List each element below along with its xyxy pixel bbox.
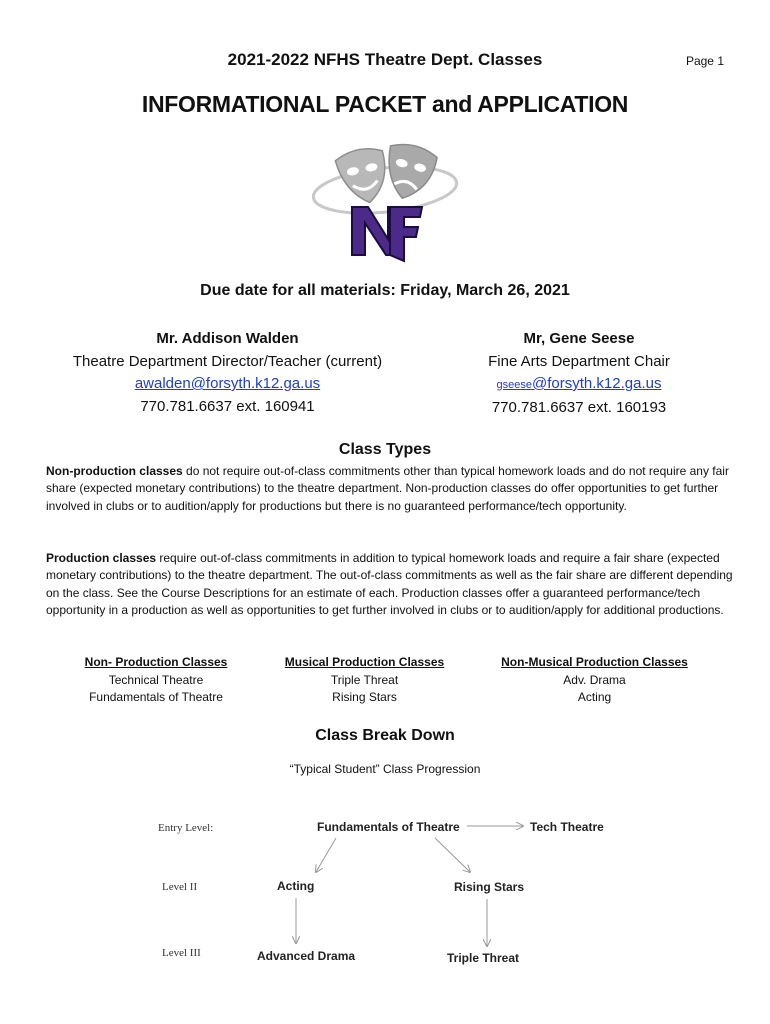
production-paragraph — [46, 550, 736, 620]
arrow-fundamentals-to-rising — [435, 838, 470, 872]
node-fundamentals: Fundamentals of Theatre — [317, 820, 460, 834]
column-heading: Non- Production Classes — [84, 655, 228, 669]
class-column-musical — [262, 654, 467, 707]
column-item: Acting — [577, 690, 612, 704]
contact-seese — [440, 328, 718, 419]
node-tech-theatre: Tech Theatre — [530, 820, 604, 834]
production-lead: Production classes — [46, 551, 157, 565]
column-item: Triple Threat — [330, 672, 399, 687]
production-text: require out-of-class commitments in addition to typical homework loads and require a fair share (expected monetary contributions) to the theatre department. The out-of-class commitments as well as the fair share are different depending on the class. See the Course Descriptions for an estimate of each. Production classes offer a guaranteed performance/tech opportunity in a production as well as opportunities to get further involved in clubs or to audition/apply for additional productions. — [46, 551, 733, 618]
class-types-heading: Class Types — [338, 441, 432, 458]
main-title: INFORMATIONAL PACKET and APPLICATION — [141, 91, 629, 117]
contact-phone: 770.781.6637 ext. 160941 — [140, 397, 315, 415]
column-heading: Musical Production Classes — [284, 655, 445, 669]
arrow-fundamentals-to-acting — [316, 838, 336, 872]
contact-name: Mr. Addison Walden — [156, 330, 299, 347]
contact-name: Mr, Gene Seese — [523, 330, 635, 347]
column-item: Adv. Drama — [563, 672, 626, 687]
contact-role: Theatre Department Director/Teacher (current) — [72, 352, 383, 370]
class-progression-diagram — [0, 800, 770, 980]
contact-role: Fine Arts Department Chair — [488, 352, 670, 370]
level-label: Level II — [162, 881, 198, 893]
contact-walden — [40, 328, 415, 418]
column-item: Rising Stars — [332, 690, 397, 704]
email-user: gseese — [496, 379, 532, 391]
class-column-non-production — [56, 654, 256, 707]
class-column-non-musical — [482, 654, 707, 707]
theatre-masks-nf-logo-icon — [310, 135, 460, 265]
contact-email-link[interactable]: awalden@forsyth.k12.ga.us — [134, 375, 321, 392]
header-title: 2021-2022 NFHS Theatre Dept. Classes — [227, 50, 543, 69]
class-breakdown-heading: Class Break Down — [315, 727, 455, 744]
email-domain: @forsyth.k12.ga.us — [532, 375, 662, 392]
column-item: Technical Theatre — [108, 672, 204, 687]
contact-email-link[interactable] — [497, 375, 662, 392]
column-heading: Non-Musical Production Classes — [501, 655, 688, 669]
level-label: Level III — [162, 947, 201, 959]
node-triple-threat: Triple Threat — [447, 951, 520, 965]
non-production-lead: Non-production classes — [46, 464, 183, 478]
node-acting: Acting — [277, 879, 315, 893]
class-progression-subtitle: “Typical Student” Class Progression — [289, 762, 481, 776]
non-production-text: do not require out-of-class commitments other than typical homework loads and do not require any fair share (expected monetary contributions) to the theatre department. Non-production classes do offer opportunities to get further involved in clubs or to audition/apply for productions but there is no guaranteed performance/tech opportunity. — [46, 464, 729, 513]
column-item: Fundamentals of Theatre — [89, 690, 223, 704]
level-label: Entry Level: — [158, 822, 214, 834]
non-production-paragraph — [46, 463, 736, 515]
page-number: Page 1 — [685, 54, 724, 68]
node-advanced-drama: Advanced Drama — [257, 949, 356, 963]
due-date: Due date for all materials: Friday, March 26, 2021 — [200, 282, 570, 299]
node-rising-stars: Rising Stars — [454, 880, 525, 894]
contact-phone: 770.781.6637 ext. 160193 — [491, 398, 667, 416]
